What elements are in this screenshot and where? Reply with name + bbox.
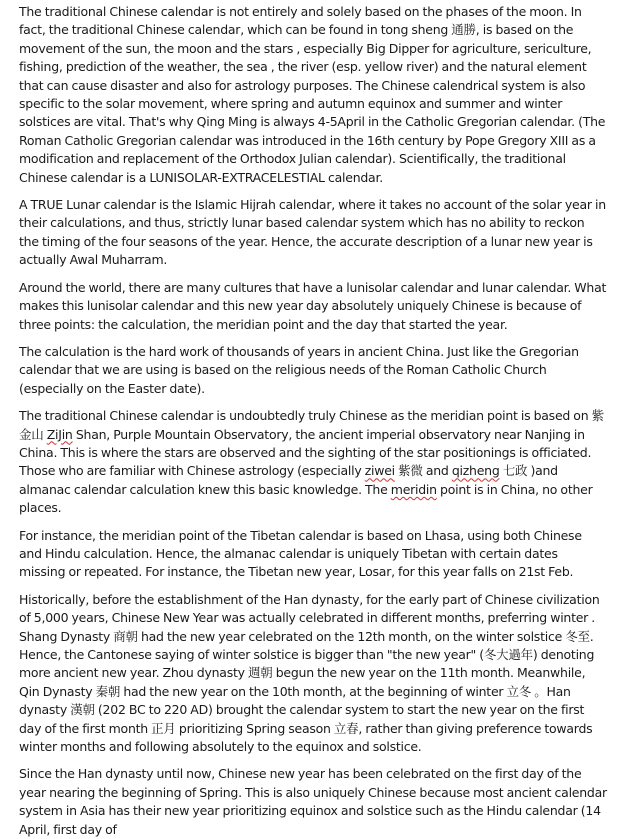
text-run: The traditional Chinese calendar is undoubtedly truly Chinese as the meridian point is based on 紫金山 (19, 408, 604, 442)
spellcheck-flagged-word: meridin (390, 481, 437, 497)
text-run: For instance, the meridian point of the Tibetan calendar is based on Lhasa, using both Chinese and Hindu calculation. Hence, the almanac calendar is uniquely Tibetan with certain dates missing or repeated. For instance, the Tibetan new year, Losar, for this year falls on 21st Feb. (19, 527, 582, 580)
spellcheck-flagged-word: qizheng (451, 463, 500, 479)
text-run: 七政 )and almanac calendar calculation knew this basic knowledge. The (19, 463, 558, 497)
paragraph-4 (19, 343, 607, 398)
spellcheck-flagged-word: ziwei (364, 463, 395, 479)
text-run: The calculation is the hard work of thousands of years in ancient China. Just like the Gregorian calendar that we are using is based on the religious needs of the Roman Catholic Church (especially on the Easter date). (19, 343, 579, 396)
paragraph-2 (19, 196, 607, 270)
document-body (19, 3, 607, 839)
text-run: point is in China, no other places. (19, 481, 593, 516)
text-run: Since the Han dynasty until now, Chinese new year has been celebrated on the first day of the year nearing the beginning of Spring. This is also uniquely Chinese because most ancient calendar system in Asia has their new year prioritizing equinox and solstice such as the Hindu calendar (14 April, first day of (19, 766, 607, 837)
text-run: 紫微 and (394, 463, 452, 479)
text-run: Shan, Purple Mountain Observatory, the ancient imperial observatory near Nanjing in China. This is where the stars are observed and the sighting of the star positionings is officiated. Those who are familiar with Chinese astrology (especially (19, 426, 592, 479)
text-run: Around the world, there are many cultures that have a lunisolar calendar and lunar calendar. What makes this lunisolar calendar and this new year day absolutely uniquely Chinese is because of three points: the calculation, the meridian point and the day that started the year. (19, 279, 607, 332)
text-run: The traditional Chinese calendar is not entirely and solely based on the phases of the moon. In fact, the traditional Chinese calendar, which can be found in tong sheng 通勝, is based on the movement of the sun, the moon and the stars , especially Big Dipper for agriculture, sericulture, fishing, prediction of the weather, the sea , the river (esp. yellow river) and the natural element that can cause disaster and also for astrology purposes. The Chinese calendrical system is also specific to the solar movement, where spring and autumn equinox and summer and winter solstices are vital. That's why Qing Ming is always 4-5April in the Catholic Gregorian calendar. (The Roman Catholic Gregorian calendar was introduced in the 16th century by Pope Gregory XIII as a modification and replacement of the Orthodox Julian calendar). Scientifically, the traditional Chinese calendar is a LUNISOLAR-EXTRACELESTIAL calendar. (19, 4, 606, 185)
paragraph-6 (19, 527, 607, 582)
paragraph-5 (19, 407, 607, 517)
paragraph-7 (19, 591, 607, 757)
text-run: A TRUE Lunar calendar is the Islamic Hijrah calendar, where it takes no account of the solar year in their calculations, and thus, strictly lunar based calendar system which has no ability to reckon the timing of the four seasons of the year. Hence, the accurate description of a lunar new year is actually Awal Muharram. (19, 197, 606, 268)
paragraph-1 (19, 3, 607, 187)
spellcheck-flagged-word: ZiJin (46, 426, 73, 442)
paragraph-3 (19, 279, 607, 334)
text-run: Historically, before the establishment of the Han dynasty, for the early part of Chinese civilization of 5,000 years, Chinese New Year was actually celebrated in different months, preferring winter . Shang Dynasty 商朝 had the new year celebrated on the 12th month, on the winter solstice 冬至. Hence, the Cantonese saying of winter solstice is bigger than "the new year" (冬大過年) denoting more ancient new year. Zhou dynasty 週朝 begun the new year on the 11th month. Meanwhile, Qin Dynasty 秦朝 had the new year on the 10th month, at the beginning of winter 立冬 。Han dynasty 漢朝 (202 BC to 220 AD) brought the calendar system to start the new year on the first day of the first month 正月 prioritizing Spring season 立春, rather than giving preference towards winter months and following absolutely to the equinox and solstice. (19, 591, 600, 755)
paragraph-8 (19, 765, 607, 839)
